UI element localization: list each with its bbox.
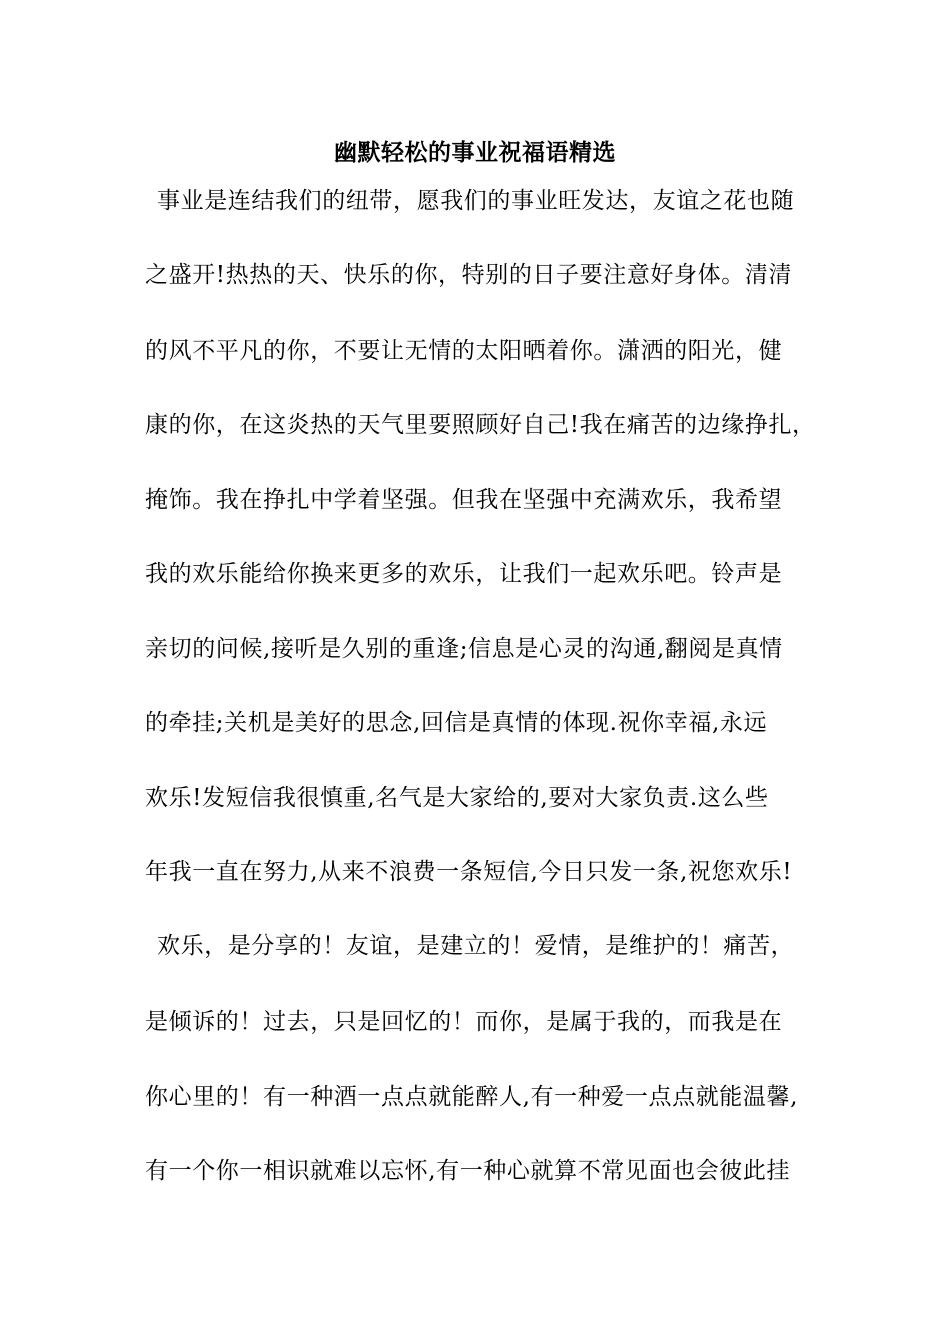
paragraph-line: 欢乐，是分享的！友谊，是建立的！爱情，是维护的！痛苦， <box>157 933 795 959</box>
paragraph-line: 亲切的问候,接听是久别的重逢;信息是心灵的沟通,翻阅是真情 <box>145 636 783 662</box>
paragraph-line: 掩饰。我在挣扎中学着坚强。但我在坚强中充满欢乐，我希望 <box>145 487 783 513</box>
paragraph-line: 是倾诉的！过去，只是回忆的！而你，是属于我的，而我是在 <box>145 1009 783 1035</box>
paragraph-line: 我的欢乐能给你换来更多的欢乐，让我们一起欢乐吧。铃声是 <box>145 561 783 587</box>
paragraph-line: 的风不平凡的你，不要让无情的太阳晒着你。潇洒的阳光，健 <box>145 338 783 364</box>
document-title: 幽默轻松的事业祝福语精选 <box>334 139 616 166</box>
paragraph-line: 有一个你一相识就难以忘怀,有一种心就算不常见面也会彼此挂 <box>145 1158 791 1184</box>
paragraph-line: 欢乐!发短信我很慎重,名气是大家给的,要对大家负责.这么些 <box>145 785 769 811</box>
paragraph-line: 康的你，在这炎热的天气里要照顾好自己!我在痛苦的边缘挣扎， <box>145 412 816 438</box>
paragraph-line: 事业是连结我们的纽带，愿我们的事业旺发达，友谊之花也随 <box>157 188 795 214</box>
paragraph-line: 年我一直在努力,从来不浪费一条短信,今日只发一条,祝您欢乐! <box>145 859 793 885</box>
paragraph-line: 你心里的！有一种酒一点点就能醉人,有一种爱一点点就能温馨, <box>145 1084 799 1110</box>
paragraph-line: 的牵挂;关机是美好的思念,回信是真情的体现.祝你幸福,永远 <box>145 710 768 736</box>
paragraph-line: 之盛开!热热的天、快乐的你，特别的日子要注意好身体。清清 <box>145 262 793 288</box>
